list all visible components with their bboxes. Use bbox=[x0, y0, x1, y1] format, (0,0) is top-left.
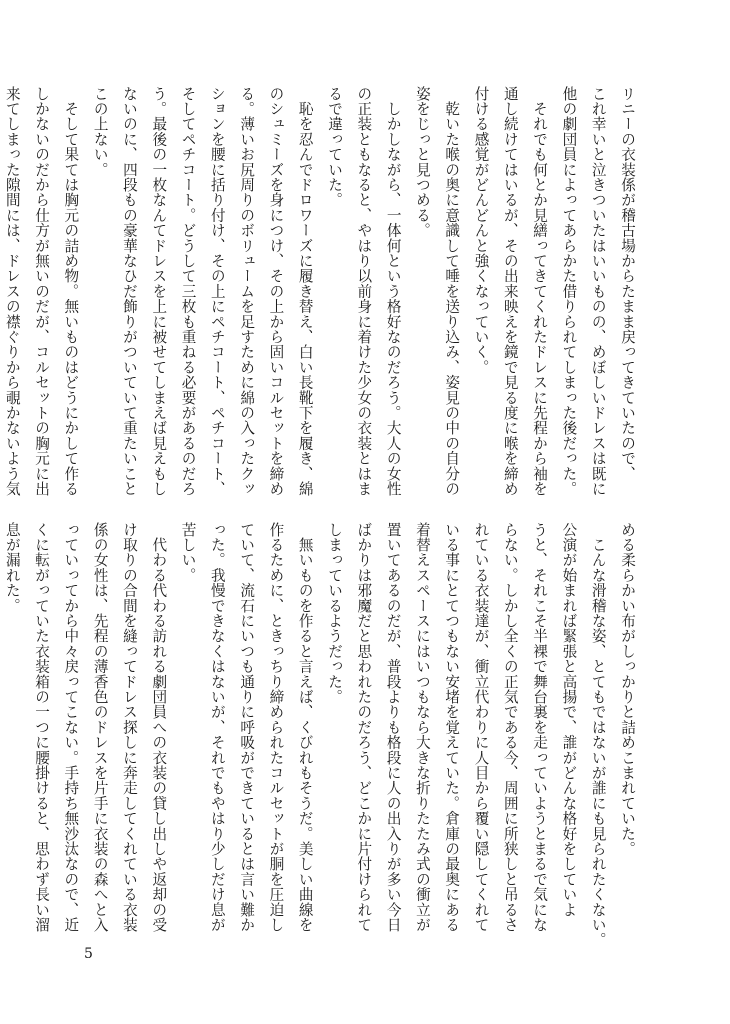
text-line: 着替えスペースにはいつもなら大きな折りたたみ式の衝立が bbox=[413, 522, 431, 933]
text-line: しかしながら、一体何という格好なのだろう。大人の女性 bbox=[384, 86, 402, 497]
text-line: リニーの衣装係が稽古場からたまま戻ってきていたので、 bbox=[619, 86, 636, 482]
text-line: 乾いた喉の奥に意識して唾を送り込み、姿見の中の自分の bbox=[443, 86, 461, 497]
text-line: そしてペチコート。どうして三枚も重ねる必要があるのだろ bbox=[179, 86, 197, 497]
text-line: 苦しい。 bbox=[179, 522, 197, 583]
text-line: 通し続けてはいるが、その出来映えを鏡で見る度に喉を締め bbox=[501, 86, 519, 497]
text-line: う。最後の一枚なんてドレスを上に被せてしまえば見えもし bbox=[150, 86, 168, 497]
text-line: 公演が始まれば緊張と高揚で、誰がどんな格好をしていよ bbox=[560, 522, 578, 918]
text-line: れている衣装達が、衝立代わりに人目から覆い隠してくれて bbox=[472, 522, 490, 933]
text-line: しかないのだから仕方が無いのだが、コルセットの胸元に出 bbox=[33, 86, 51, 497]
text-line: 無いものを作ると言えば、くびれもそうだ。美しい曲線を bbox=[296, 522, 314, 933]
text-line: しまっているようだった。 bbox=[326, 522, 344, 705]
text-line: 来てしまった隙間には、ドレスの襟ぐりから覗かないよう気 bbox=[3, 86, 21, 497]
lower-text-block bbox=[3, 522, 642, 948]
page-number: 5 bbox=[84, 946, 93, 962]
text-line: 置いてあるのだが、普段よりも格段に人の出入りが多い今日 bbox=[384, 522, 402, 933]
text-line: 係の女性は、先程の薄香色のドレスを片手に衣装の森へと入 bbox=[91, 522, 109, 933]
text-line: 姿をじっと見つめる。 bbox=[413, 86, 431, 238]
text-line: こんな滑稽な姿、とてもではないが誰にも見られたくない。 bbox=[589, 522, 607, 948]
text-line: ないのに、四段もの豪華なひだ飾りがついていて重たいこと bbox=[120, 86, 138, 497]
text-line: 代わる代わる訪れる劇団員への衣装の貸し出しや返却の受 bbox=[150, 522, 168, 933]
text-line: 恥を忍んでドロワーズに履き替え、白い長靴下を履き、綿 bbox=[296, 86, 314, 497]
text-line: 息が漏れた。 bbox=[3, 522, 21, 614]
text-line: の正装ともなると、やはり以前身に着けた少女の衣装とはま bbox=[355, 86, 373, 497]
text-line: この上ない。 bbox=[91, 86, 109, 178]
text-line: ションを腰に括り付け、その上にペチコート、ペチコート、 bbox=[208, 86, 226, 497]
text-line: そして果ては胸元の詰め物。無いものはどうにかして作る bbox=[62, 86, 80, 497]
text-line: くに転がっていた衣装箱の一つに腰掛けると、思わず長い溜 bbox=[33, 522, 51, 933]
text-line: る。薄いお尻周りのボリュームを足すために綿の入ったクッ bbox=[238, 86, 256, 497]
text-line: 作るために、ときっちり締められたコルセットが胴を圧迫し bbox=[267, 522, 285, 933]
text-line: いる事にとてつもない安堵を覚えていた。倉庫の最奥にある bbox=[443, 522, 461, 933]
text-line: のシュミーズを身につけ、その上から固いコルセットを締め bbox=[267, 86, 285, 497]
text-line: める柔らかい布がしっかりと詰めこまれていた。 bbox=[619, 522, 636, 857]
text-line: うと、それこそ半裸で舞台裏を走っていようとまるで気にな bbox=[531, 522, 549, 933]
text-line: っていってから中々戻ってこない。手持ち無沙汰なので、近 bbox=[62, 522, 80, 933]
text-line: った。我慢できなくはないが、それでもやはり少しだけ息が bbox=[208, 522, 226, 933]
text-line: るで違っていた。 bbox=[326, 86, 344, 208]
text-line: らない。しかし全くの正気である今、周囲に所狭しと吊るさ bbox=[501, 522, 519, 933]
text-line: 他の劇団員によってあらかた借りられてしまった後だった。 bbox=[560, 86, 578, 497]
upper-text-block bbox=[3, 86, 642, 497]
text-line: ばかりは邪魔だと思われたのだろう、どこかに片付けられて bbox=[355, 522, 373, 933]
text-line: け取りの合間を縫ってドレス探しに奔走してくれている衣装 bbox=[120, 522, 138, 933]
text-line: ていて、流石にいつも通りに呼吸ができているとは言い難か bbox=[238, 522, 256, 933]
text-line: これ幸いと泣きついたはいいものの、めぼしいドレスは既に bbox=[589, 86, 607, 497]
text-line: 付ける感覚がどんどんと強くなっていく。 bbox=[472, 86, 490, 375]
text-line: それでも何とか見繕ってきてくれたドレスに先程から袖を bbox=[531, 86, 549, 497]
